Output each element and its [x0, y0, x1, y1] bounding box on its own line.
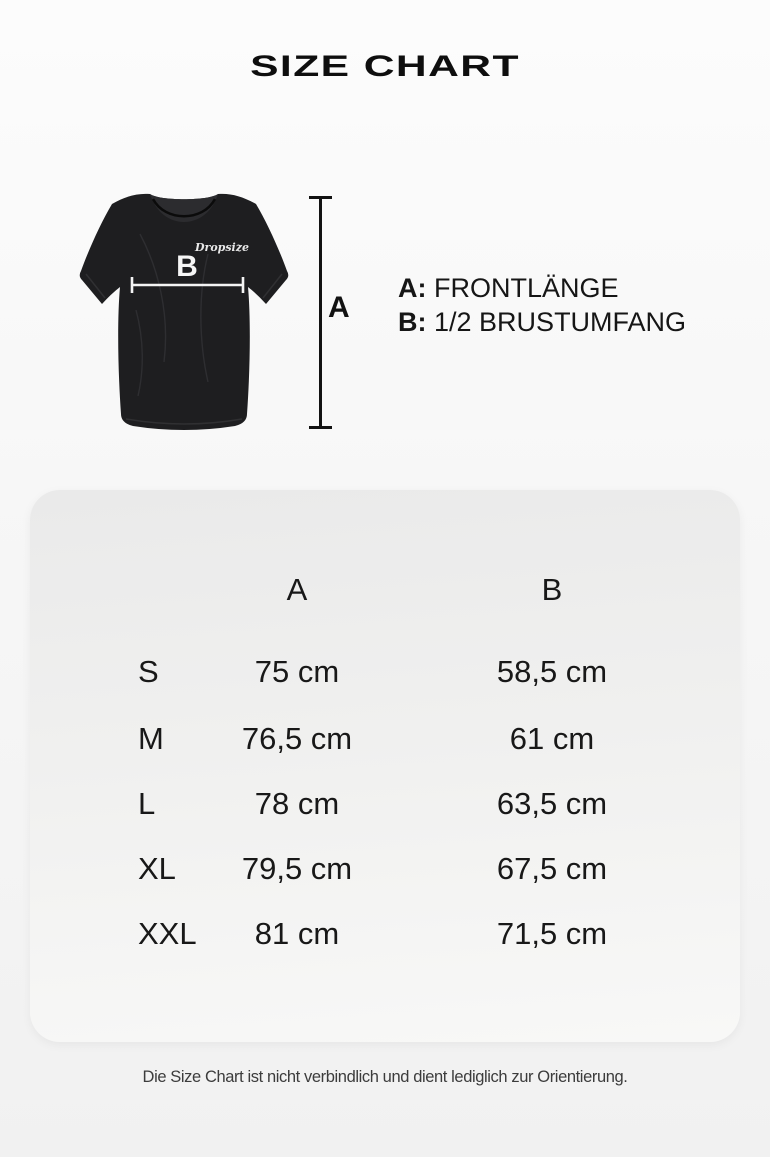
value-b: 67,5 cm — [496, 851, 608, 886]
tshirt-body-shape — [80, 194, 289, 430]
a-measure-cap-top — [309, 196, 332, 199]
table-row — [30, 912, 740, 956]
page-title: SIZE CHART — [250, 50, 520, 83]
size-table-panel — [30, 490, 740, 1042]
table-header-row — [30, 568, 740, 612]
a-measure-cap-bottom — [309, 426, 332, 429]
table-row — [30, 847, 740, 891]
measure-legend — [398, 271, 686, 339]
size-label: XXL — [138, 916, 197, 951]
legend-key-b: B: — [398, 307, 427, 337]
value-b: 71,5 cm — [496, 916, 608, 951]
size-label: XL — [138, 851, 176, 886]
legend-item-b — [398, 305, 686, 339]
value-a: 78 cm — [254, 786, 340, 821]
legend-key-a: A: — [398, 273, 427, 303]
size-label: M — [138, 721, 164, 756]
a-measure-line — [319, 197, 322, 428]
value-b: 63,5 cm — [496, 786, 608, 821]
value-a: 76,5 cm — [241, 721, 353, 756]
a-measure-label: A — [328, 291, 350, 324]
disclaimer-text: Die Size Chart ist nicht verbindlich und dient lediglich zur Orientierung. — [142, 1068, 628, 1086]
title-row — [0, 50, 770, 84]
table-row — [30, 650, 740, 694]
column-header-b: B — [541, 572, 563, 607]
tshirt-illustration — [78, 190, 290, 432]
legend-label-a: FRONTLÄNGE — [434, 273, 619, 303]
legend-item-a — [398, 271, 686, 305]
size-label: S — [138, 654, 159, 689]
tshirt-logo: Dropsize — [195, 241, 249, 254]
table-row — [30, 717, 740, 761]
b-measure-label: B — [176, 250, 198, 283]
size-label: L — [138, 786, 156, 821]
value-a: 79,5 cm — [241, 851, 353, 886]
value-b: 61 cm — [509, 721, 595, 756]
value-a: 81 cm — [254, 916, 340, 951]
legend-label-b: 1/2 BRUSTUMFANG — [434, 307, 687, 337]
value-b: 58,5 cm — [496, 654, 608, 689]
value-a: 75 cm — [254, 654, 340, 689]
column-header-a: A — [286, 572, 308, 607]
table-row — [30, 782, 740, 826]
